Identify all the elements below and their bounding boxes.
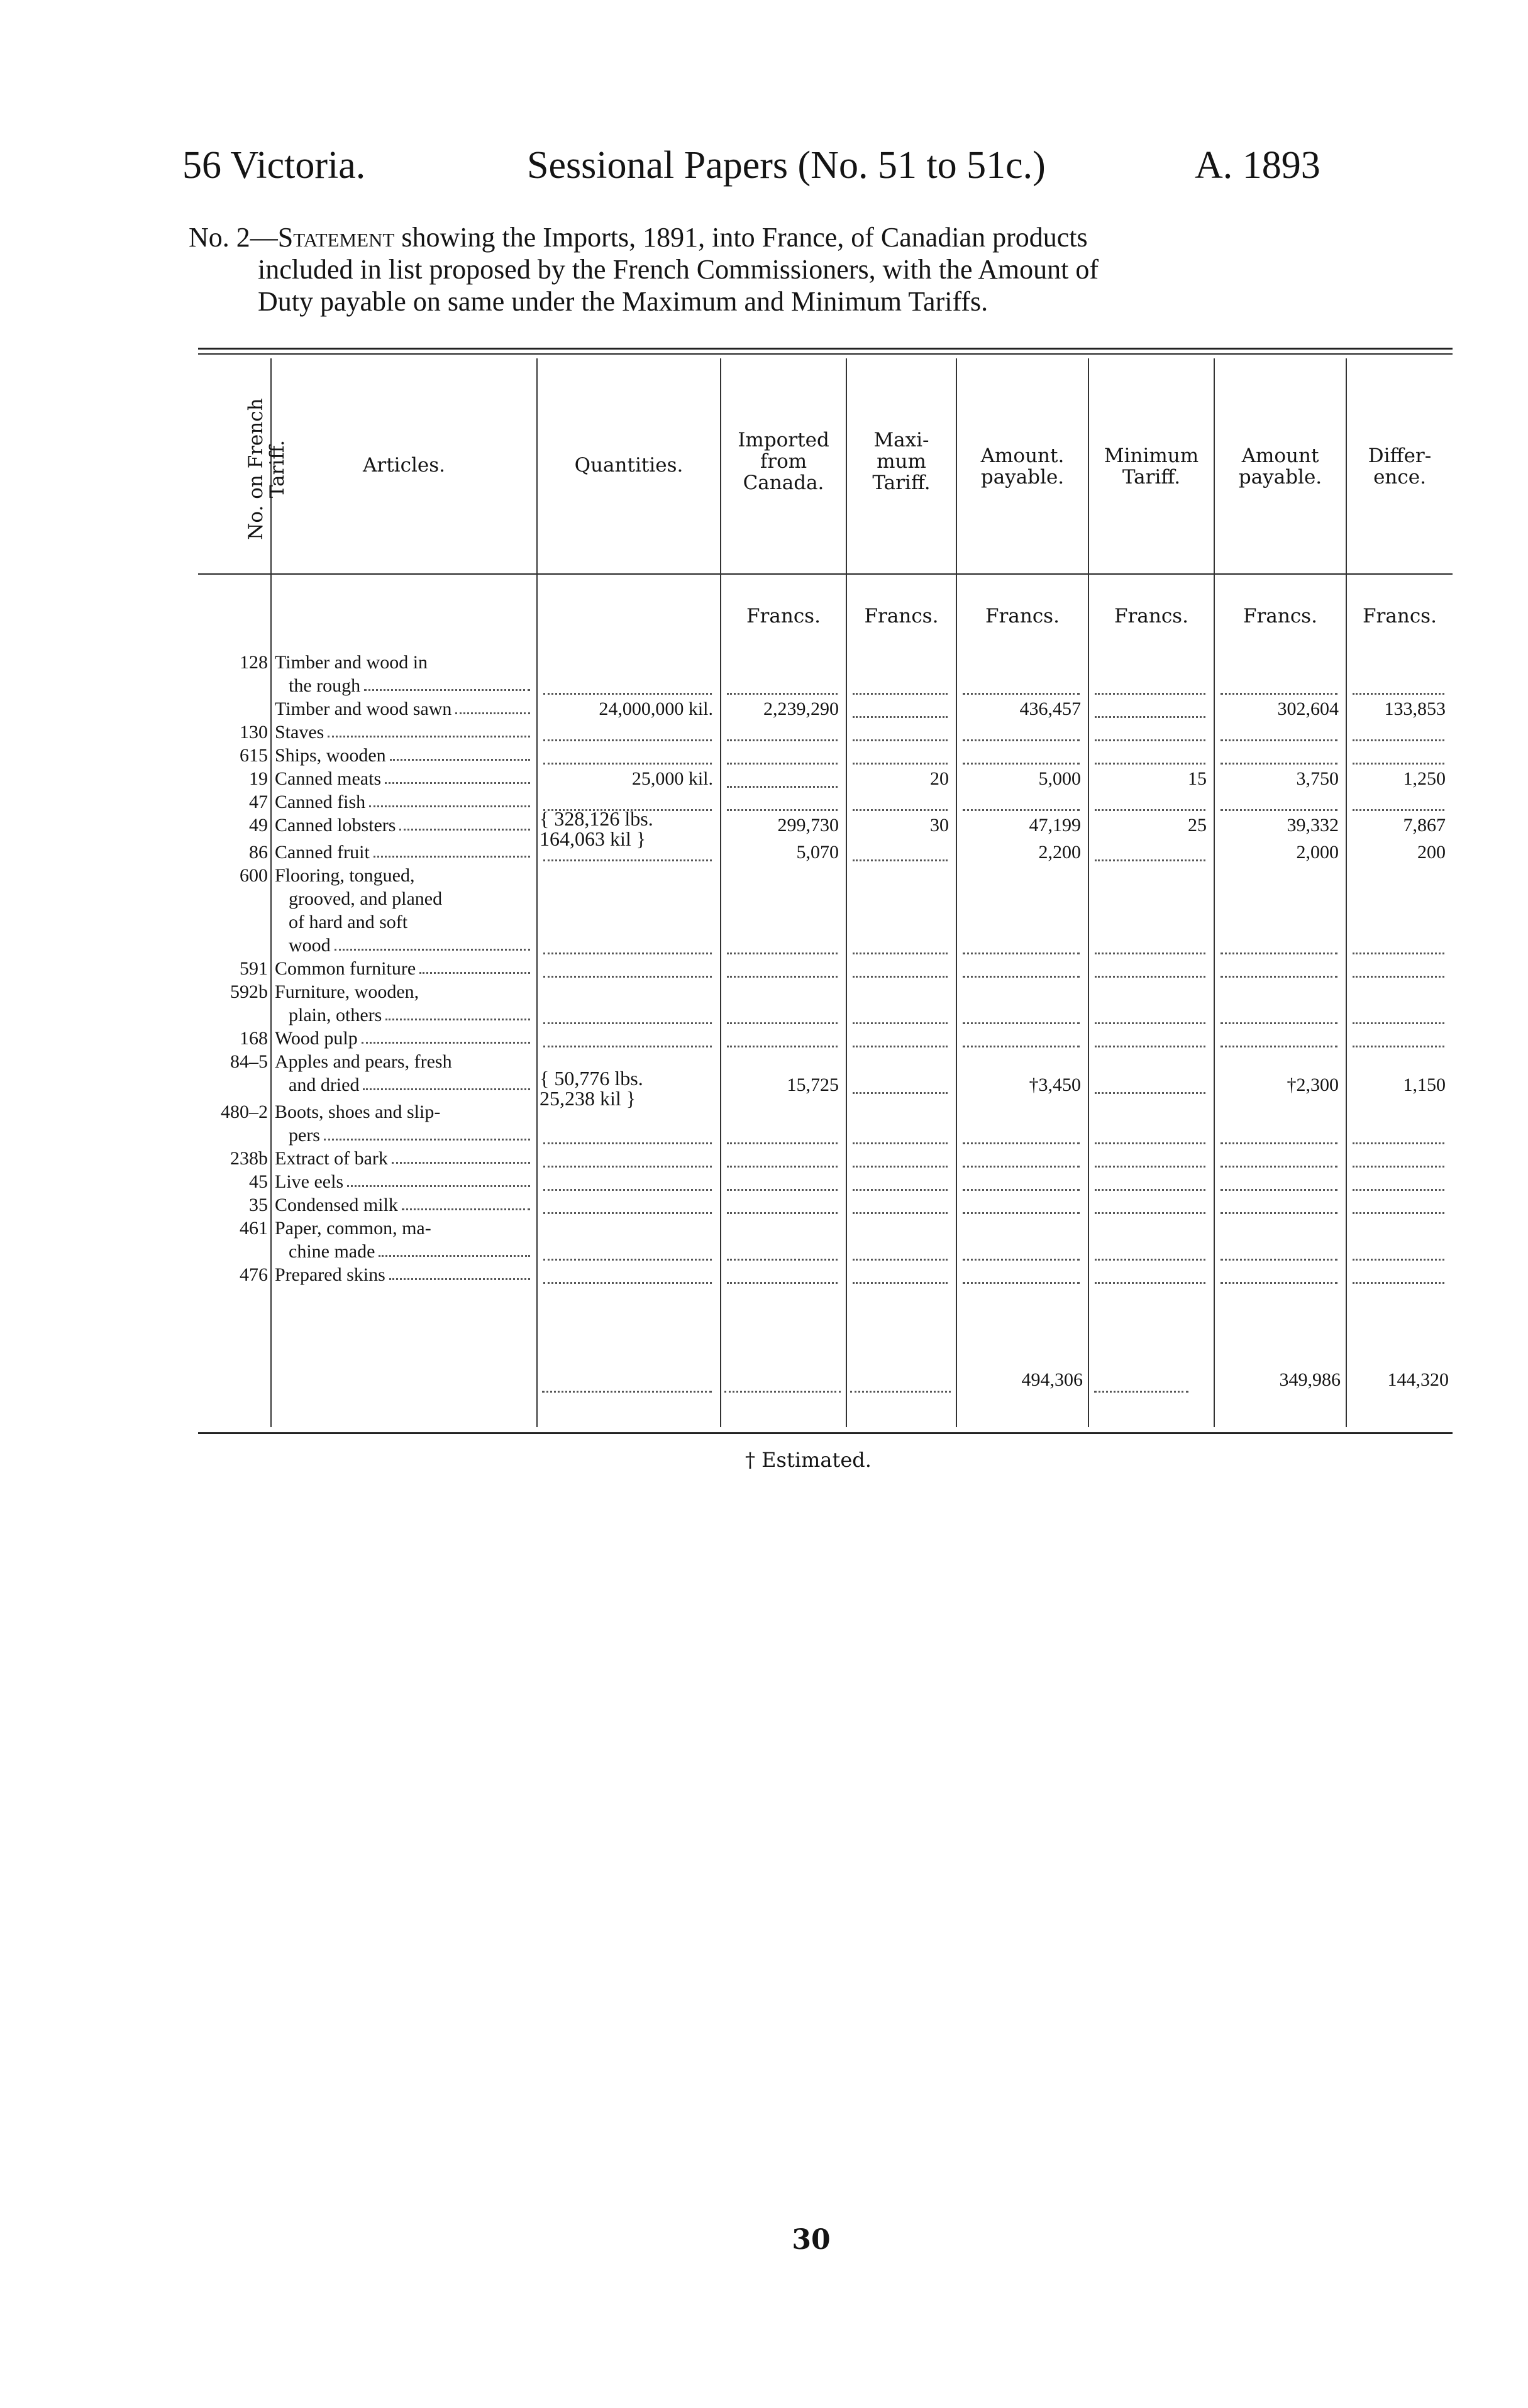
row-imp: 5,070 [796, 842, 839, 863]
row-max-leader [853, 1201, 948, 1214]
row-quantity: 24,000,000 kil. [599, 699, 713, 719]
row-imp-leader [727, 728, 838, 741]
footnote: † Estimated. [745, 1448, 872, 1472]
row-quantity-leader [543, 848, 712, 861]
col-min-l2: Tariff. [1122, 466, 1181, 489]
row-amt2-leader [1221, 1271, 1337, 1284]
row-article: Canned meats [275, 768, 533, 790]
row-max-leader [853, 941, 948, 954]
col-sep-2 [536, 358, 538, 1427]
row-quantity-leader [543, 682, 712, 695]
row-imp: 2,239,290 [763, 699, 839, 719]
row-amt1-leader [963, 682, 1080, 695]
row-imp-leader [727, 1011, 838, 1024]
row-diff-leader [1353, 1011, 1444, 1024]
row-quantity-leader [543, 1011, 712, 1024]
row-quantity: 25,000 kil. [631, 768, 713, 789]
row-diff: 133,853 [1384, 699, 1446, 719]
row-article: Flooring, tongued, [275, 865, 415, 886]
row-quantity-braced: { 328,126 lbs. 164,063 kil } [540, 807, 653, 850]
total-min-leader [1094, 1377, 1188, 1393]
row-article: Wood pulp [275, 1028, 533, 1049]
col-sep-3 [720, 358, 721, 1427]
row-amt1-leader [963, 798, 1080, 811]
row-article: chine made [289, 1241, 533, 1262]
total-qty-leader [542, 1377, 712, 1393]
title-smallcaps: Statement [277, 222, 395, 253]
row-amt2-leader [1221, 1154, 1337, 1168]
row-quantity-braced: { 50,776 lbs. 25,238 kil } [540, 1067, 643, 1110]
row-amt2-leader [1221, 1034, 1337, 1047]
row-min-leader [1095, 751, 1205, 765]
title-line-3: Duty payable on same under the Maximum and Minimum Tariffs. [258, 286, 988, 317]
row-tariff-number: 592b [230, 981, 268, 1002]
row-max-leader [853, 682, 948, 695]
row-amt2-leader [1221, 941, 1337, 954]
row-max-leader [853, 1034, 948, 1047]
row-max-leader [853, 848, 948, 861]
row-diff-leader [1353, 1178, 1444, 1191]
row-max: 30 [930, 815, 949, 836]
row-min-leader [1095, 798, 1205, 811]
row-amt2: 302,604 [1277, 699, 1339, 719]
row-article: Common furniture [275, 958, 533, 980]
col-diff-l1: Differ- [1368, 445, 1432, 467]
col-amt1-l1: Amount. [980, 445, 1065, 467]
row-amt1-leader [963, 751, 1080, 765]
row-imp-leader [727, 775, 838, 788]
row-imp-leader [727, 798, 838, 811]
col-imported [721, 429, 846, 494]
row-min-leader [1095, 1178, 1205, 1191]
row-article: of hard and soft [289, 912, 408, 932]
row-quantity-leader [543, 1247, 712, 1261]
row-imp: 15,725 [787, 1074, 839, 1095]
unit-imported: Francs. [746, 605, 821, 627]
row-article: plain, others [289, 1005, 533, 1026]
row-amt2: †2,300 [1287, 1074, 1339, 1095]
row-imp-leader [727, 1131, 838, 1144]
col-min-l1: Minimum [1104, 445, 1199, 467]
row-quantity-leader [543, 1131, 712, 1144]
row-diff: 200 [1417, 842, 1446, 863]
row-imp-leader [727, 964, 838, 978]
row-quantity-leader [543, 1271, 712, 1284]
row-max-leader [853, 1247, 948, 1261]
row-diff-leader [1353, 964, 1444, 978]
col-sep-7 [1214, 358, 1215, 1427]
col-amt1-l2: payable. [980, 466, 1065, 489]
row-article: Extract of bark [275, 1148, 533, 1169]
unit-amt1: Francs. [985, 605, 1060, 627]
unit-min: Francs. [1114, 605, 1188, 627]
col-sep-6 [1088, 358, 1089, 1427]
row-amt1-leader [963, 964, 1080, 978]
row-max-leader [853, 1131, 948, 1144]
row-article: Ships, wooden [275, 745, 533, 766]
row-min: 25 [1188, 815, 1207, 836]
row-min: 15 [1188, 768, 1207, 789]
header-volume: 56 Victoria. [182, 144, 366, 187]
row-max-leader [853, 1178, 948, 1191]
row-amt1-leader [963, 1201, 1080, 1214]
row-imp-leader [727, 1247, 838, 1261]
row-diff-leader [1353, 728, 1444, 741]
row-max-leader [853, 751, 948, 765]
row-amt2: 39,332 [1287, 815, 1339, 836]
row-amt1-leader [963, 728, 1080, 741]
total-amount-max: 494,306 [1021, 1369, 1083, 1390]
title-prefix: No. 2— [189, 222, 278, 253]
row-imp-leader [727, 1271, 838, 1284]
row-tariff-number: 49 [249, 815, 268, 836]
header-year: A. 1893 [1195, 144, 1320, 187]
row-max: 20 [930, 768, 949, 789]
row-diff: 1,250 [1403, 768, 1446, 789]
row-amt2-leader [1221, 728, 1337, 741]
table-bottom-rule [198, 1432, 1453, 1434]
row-tariff-number: 600 [240, 865, 268, 886]
row-diff-leader [1353, 682, 1444, 695]
row-tariff-number: 461 [240, 1218, 268, 1239]
row-tariff-number: 45 [249, 1171, 268, 1192]
total-max-leader [850, 1377, 951, 1393]
row-min-leader [1095, 1011, 1205, 1024]
row-diff-leader [1353, 1034, 1444, 1047]
row-tariff-number: 35 [249, 1195, 268, 1215]
row-amt2-leader [1221, 1131, 1337, 1144]
unit-amt2: Francs. [1243, 605, 1317, 627]
row-article: Condensed milk [275, 1195, 533, 1216]
row-tariff-number: 19 [249, 768, 268, 789]
total-amount-min: 349,986 [1279, 1369, 1341, 1390]
header-bottom-rule [198, 573, 1453, 575]
row-amt2: 3,750 [1296, 768, 1339, 789]
col-amount-payable-max [957, 445, 1088, 488]
row-quantity-leader [543, 1154, 712, 1168]
row-amt1-leader [963, 1011, 1080, 1024]
row-amt2-leader [1221, 798, 1337, 811]
row-amt2-leader [1221, 1011, 1337, 1024]
col-maximum-tariff [847, 429, 956, 494]
row-quantity-leader [543, 941, 712, 954]
row-min-leader [1095, 1154, 1205, 1168]
row-article: Live eels [275, 1171, 533, 1193]
row-article: Paper, common, ma- [275, 1218, 431, 1239]
row-min-leader [1095, 1131, 1205, 1144]
row-max-leader [853, 798, 948, 811]
unit-diff: Francs. [1363, 605, 1437, 627]
row-imp-leader [727, 1154, 838, 1168]
row-min-leader [1095, 1271, 1205, 1284]
row-article: Boots, shoes and slip- [275, 1102, 441, 1122]
col-max-l1: Maxi- [873, 429, 929, 451]
col-sep-8 [1346, 358, 1347, 1427]
row-article: Apples and pears, fresh [275, 1051, 452, 1072]
row-tariff-number: 476 [240, 1264, 268, 1285]
row-amt1-leader [963, 1247, 1080, 1261]
col-sep-5 [956, 358, 957, 1427]
row-article: Canned fish [275, 792, 533, 813]
row-amt1: 2,200 [1038, 842, 1081, 863]
row-amt1: 436,457 [1019, 699, 1081, 719]
row-diff-leader [1353, 751, 1444, 765]
header-series: Sessional Papers (No. 51 to 51c.) [527, 144, 1046, 187]
row-amt2-leader [1221, 682, 1337, 695]
row-min-leader [1095, 1081, 1205, 1094]
statement-title [189, 221, 1440, 318]
row-amt1-leader [963, 1034, 1080, 1047]
col-imported-l2: from [760, 450, 807, 473]
total-difference: 144,320 [1387, 1369, 1449, 1390]
row-imp-leader [727, 751, 838, 765]
row-min-leader [1095, 1201, 1205, 1214]
row-diff: 1,150 [1403, 1074, 1446, 1095]
row-quantity-leader [543, 964, 712, 978]
row-tariff-number: 615 [240, 745, 268, 766]
row-imp-leader [727, 1034, 838, 1047]
row-diff-leader [1353, 1271, 1444, 1284]
row-imp-leader [727, 941, 838, 954]
row-amt1-leader [963, 941, 1080, 954]
row-min-leader [1095, 682, 1205, 695]
row-article: Timber and wood sawn [275, 699, 533, 720]
row-max-leader [853, 1011, 948, 1024]
row-min-leader [1095, 941, 1205, 954]
row-quantity-leader [543, 1178, 712, 1191]
row-article: and dried [289, 1074, 533, 1096]
col-amount-payable-min [1215, 445, 1346, 488]
col-no-french-tariff: No. on French Tariff. [245, 398, 289, 540]
row-article: pers [289, 1125, 533, 1146]
row-diff: 7,867 [1403, 815, 1446, 836]
row-quantity-leader [543, 1201, 712, 1214]
row-amt1-leader [963, 1154, 1080, 1168]
col-amt2-l1: Amount [1241, 445, 1319, 467]
row-article: Furniture, wooden, [275, 981, 419, 1002]
row-max-leader [853, 728, 948, 741]
row-article: Timber and wood in [275, 652, 428, 673]
row-quantity-leader [543, 728, 712, 741]
row-amt1: 47,199 [1029, 815, 1081, 836]
row-tariff-number: 128 [240, 652, 268, 673]
row-min-leader [1095, 964, 1205, 978]
row-amt1-leader [963, 1271, 1080, 1284]
row-diff-leader [1353, 1247, 1444, 1261]
row-quantity-leader [543, 751, 712, 765]
row-amt2-leader [1221, 1178, 1337, 1191]
row-tariff-number: 480–2 [221, 1102, 268, 1122]
title-line-1: showing the Imports, 1891, into France, of Canadian products [394, 222, 1088, 253]
row-tariff-number: 238b [230, 1148, 268, 1169]
row-imp-leader [727, 1201, 838, 1214]
col-imported-l3: Canada. [743, 472, 824, 494]
row-diff-leader [1353, 1154, 1444, 1168]
row-diff-leader [1353, 1201, 1444, 1214]
row-max-leader [853, 1154, 948, 1168]
row-min-leader [1095, 1247, 1205, 1261]
row-diff-leader [1353, 941, 1444, 954]
col-imported-l1: Imported [738, 429, 829, 451]
col-minimum-tariff [1089, 445, 1214, 488]
row-amt2-leader [1221, 1247, 1337, 1261]
row-amt1: †3,450 [1029, 1074, 1081, 1095]
col-difference [1347, 445, 1453, 488]
col-diff-l2: ence. [1373, 466, 1426, 489]
row-diff-leader [1353, 798, 1444, 811]
row-imp: 299,730 [777, 815, 839, 836]
row-article: Prepared skins [275, 1264, 533, 1286]
row-quantity-leader [543, 1034, 712, 1047]
row-tariff-number: 168 [240, 1028, 268, 1049]
row-amt2-leader [1221, 1201, 1337, 1214]
row-amt2: 2,000 [1296, 842, 1339, 863]
col-quantities: Quantities. [574, 454, 684, 477]
row-tariff-number: 84–5 [230, 1051, 268, 1072]
row-amt1-leader [963, 1178, 1080, 1191]
row-article: Staves [275, 722, 533, 743]
row-max-leader [853, 1081, 948, 1094]
row-imp-leader [727, 682, 838, 695]
row-article: the rough [289, 675, 533, 697]
unit-max: Francs. [864, 605, 939, 627]
col-sep-4 [846, 358, 847, 1427]
row-max-leader [853, 705, 948, 718]
row-tariff-number: 591 [240, 958, 268, 979]
row-article: grooved, and planed [289, 888, 443, 909]
row-amt2-leader [1221, 751, 1337, 765]
row-min-leader [1095, 1034, 1205, 1047]
table-top-rule [198, 348, 1453, 350]
row-diff-leader [1353, 1131, 1444, 1144]
row-article: Canned lobsters [275, 815, 533, 836]
row-max-leader [853, 964, 948, 978]
row-min-leader [1095, 728, 1205, 741]
row-tariff-number: 130 [240, 722, 268, 743]
col-max-l2: mum [877, 450, 926, 473]
row-tariff-number: 86 [249, 842, 268, 863]
row-amt2-leader [1221, 964, 1337, 978]
col-articles: Articles. [363, 454, 445, 477]
row-min-leader [1095, 705, 1205, 718]
row-max-leader [853, 1271, 948, 1284]
row-min-leader [1095, 848, 1205, 861]
row-imp-leader [727, 1178, 838, 1191]
total-imp-leader [724, 1377, 841, 1393]
page-number: 30 [792, 2224, 831, 2256]
title-line-2: included in list proposed by the French Commissioners, with the Amount of [258, 254, 1099, 285]
row-article: wood [289, 935, 533, 956]
col-amt2-l2: payable. [1238, 466, 1322, 489]
table-top-rule-2 [198, 353, 1453, 355]
col-max-l3: Tariff. [872, 472, 931, 494]
row-amt1-leader [963, 1131, 1080, 1144]
row-tariff-number: 47 [249, 792, 268, 812]
row-article: Canned fruit [275, 842, 533, 863]
row-amt1: 5,000 [1038, 768, 1081, 789]
